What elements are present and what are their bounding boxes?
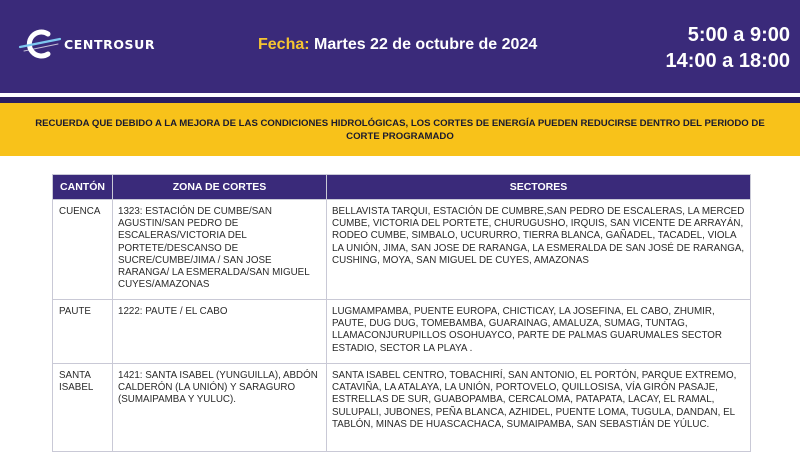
- cell-zona: 1222: PAUTE / EL CABO: [113, 300, 327, 364]
- date-value: Martes 22 de octubre de 2024: [314, 36, 538, 53]
- table-row: [53, 200, 751, 300]
- header-banner: [0, 0, 800, 93]
- centrosur-c-logo-icon: [18, 26, 62, 62]
- brand-logo: [18, 26, 178, 62]
- table-row: [53, 300, 751, 364]
- date-label: Fecha:: [258, 36, 310, 53]
- header-sectores: SECTORES: [327, 175, 751, 200]
- cell-canton: SANTA ISABEL: [53, 364, 113, 452]
- cell-sectores: SANTA ISABEL CENTRO, TOBACHIRÍ, SAN ANTONIO, EL PORTÓN, PARQUE EXTREMO, CATAVIÑA, LA ATALAYA, LA UNIÓN, PORTOVELO, QUILLOSISA, VÍA GIRÓN PASAJE, ESTRELLAS DE SUR, GUABOPAMBA, CERCALOMA, PATAPATA, LACAY, EL RAMAL, SULUPALI, JUBONES, PEÑA BLANCA, AZHIDEL, PUENTE LOMA, TUGULA, DANDAN, EL TABLÓN, MINAS DE HUASCACHACA, SUMAIPAMBA, SAN SEBASTIÁN DE YÚLUC.: [327, 364, 751, 452]
- table-header-row: [53, 175, 751, 200]
- cell-sectores: BELLAVISTA TARQUI, ESTACIÓN DE CUMBRE,SAN PEDRO DE ESCALERAS, LA MERCED CUMBE, VICTORIA DEL PORTETE, CHURUGUSHO, IRQUIS, SAN VICENTE DE ARRAYÁN, RODEO CUMBE, SIMBALO, UCURURRO, TIERRA BLANCA, GAÑADEL, TACADEL, VIOLA LA UNIÓN, JIMA, SAN JOSE DE RARANGA, LA ESMERALDA DE SAN JOSÉ DE RARANGA, CUSHING, MOYA, SAN MIGUEL DE CUYES, AMAZONAS: [327, 200, 751, 300]
- outage-table: [52, 174, 751, 452]
- brand-name: CENTROSUR: [64, 37, 156, 52]
- time-slot-afternoon: 14:00 a 18:00: [665, 50, 790, 72]
- time-slot-morning: 5:00 a 9:00: [687, 24, 790, 46]
- cell-zona: 1421: SANTA ISABEL (YUNGUILLA), ABDÓN CALDERÓN (LA UNIÓN) Y SARAGURO (SUMAIPAMBA Y YULUC).: [113, 364, 327, 452]
- notice-banner: [0, 103, 800, 156]
- notice-text: RECUERDA QUE DEBIDO A LA MEJORA DE LAS CONDICIONES HIDROLÓGICAS, LOS CORTES DE ENERGÍA PUEDEN REDUCIRSE DENTRO DEL PERIODO DE CORTE PROGRAMADO: [35, 117, 765, 142]
- header-canton: CANTÓN: [53, 175, 113, 200]
- table-row: [53, 364, 751, 452]
- cell-zona: 1323: ESTACIÓN DE CUMBE/SAN AGUSTIN/SAN PEDRO DE ESCALERAS/VICTORIA DEL PORTETE/DESCANSO DE SUCRE/CUMBE/JIMA / SAN JOSE RARANGA/ LA ESMERALDA/SAN MIGUEL CUYES/AMAZONAS: [113, 200, 327, 300]
- header-zona: ZONA DE CORTES: [113, 175, 327, 200]
- cell-canton: CUENCA: [53, 200, 113, 300]
- cell-canton: PAUTE: [53, 300, 113, 364]
- date-line: [258, 36, 537, 54]
- schedule-times: [665, 22, 790, 74]
- cell-sectores: LUGMAMPAMBA, PUENTE EUROPA, CHICTICAY, LA JOSEFINA, EL CABO, ZHUMIR, PAUTE, DUG DUG, TOMEBAMBA, GUARAINAG, AMALUZA, SUMAG, TUNTAG, LLAMACONJURUPILLOS OSOHUAYCO, PARTE DE PALMAS GUARUMALES SECTOR ESTADIO, SECTOR LA PLAYA .: [327, 300, 751, 364]
